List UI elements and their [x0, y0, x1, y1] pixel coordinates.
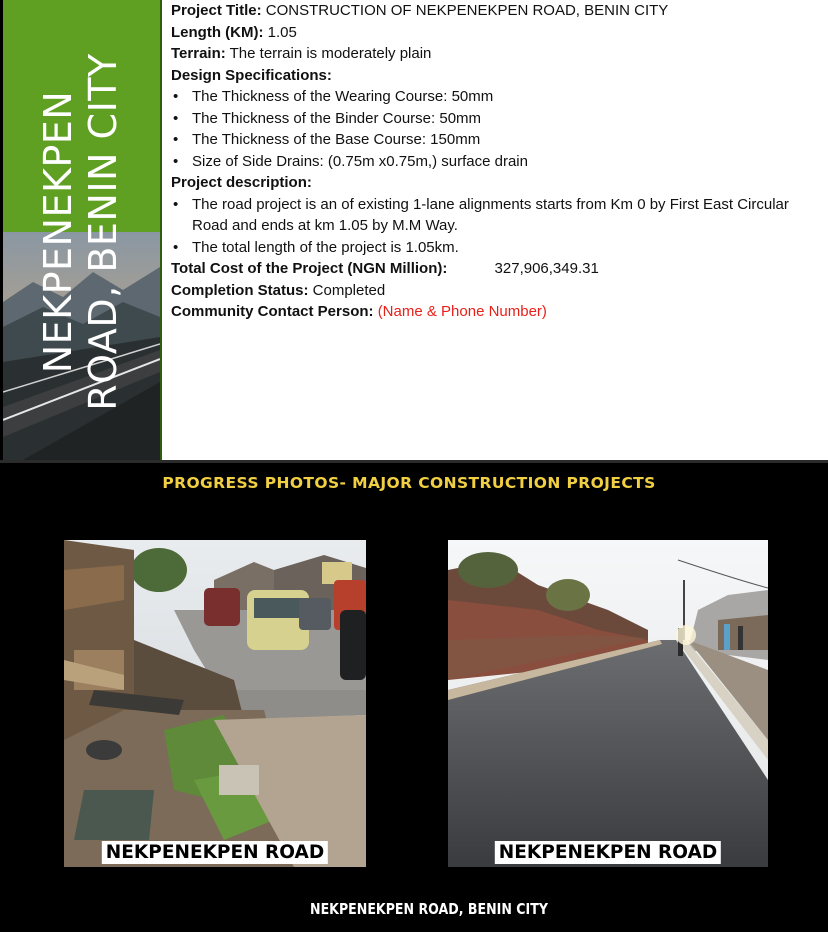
photo-after-construction — [448, 540, 768, 867]
length-row — [171, 22, 811, 44]
list-item: • The total length of the project is 1.05km. — [171, 237, 811, 259]
photo-before-caption: NEKPENEKPEN ROAD — [102, 841, 328, 864]
total-cost-value: 327,906,349.31 — [494, 260, 599, 277]
terrain-row — [171, 43, 811, 65]
total-cost-label: Total Cost of the Project (NGN Million): — [171, 260, 448, 277]
vertical-project-title: NEKPENEKPEN ROAD, BENIN CITY — [36, 53, 125, 411]
project-title-row — [171, 0, 811, 22]
panel-edge — [160, 0, 162, 460]
photo-before-construction — [64, 540, 366, 867]
project-info — [171, 0, 811, 323]
list-item: • Size of Side Drains: (0.75m x0.75m,) surface drain — [171, 151, 811, 173]
title-panel — [3, 0, 160, 460]
completion-status-label: Completion Status: — [171, 281, 309, 299]
terrain-label: Terrain: — [171, 45, 226, 62]
design-specs-heading — [171, 65, 811, 87]
project-title-value: CONSTRUCTION OF NEKPENEKPEN ROAD, BENIN CITY — [265, 2, 669, 19]
length-value: 1.05 — [267, 23, 297, 41]
length-label: Length (KM): — [171, 23, 264, 41]
green-banner — [3, 0, 160, 232]
contact-person-row — [171, 301, 811, 323]
design-specs-list — [171, 86, 811, 172]
project-description-heading — [171, 172, 811, 194]
project-title-label: Project Title: — [171, 2, 262, 19]
list-item: • The Thickness of the Binder Course: 50mm — [171, 108, 811, 130]
completion-status-row — [171, 280, 811, 302]
list-item: • The Thickness of the Wearing Course: 50mm — [171, 86, 811, 108]
road-landscape-image — [3, 232, 160, 460]
progress-photos-heading: PROGRESS PHOTOS- MAJOR CONSTRUCTION PROJECTS — [162, 474, 656, 492]
total-cost-row — [171, 258, 811, 280]
project-description-label: Project description: — [171, 174, 312, 191]
progress-photos-slide — [0, 460, 828, 932]
list-item: • The road project is an of existing 1-lane alignments starts from Km 0 by First East Circular Road and ends at km 1.05 by M.M Way. — [171, 194, 792, 237]
list-item: • The Thickness of the Base Course: 150mm — [171, 129, 811, 151]
design-specs-label: Design Specifications: — [171, 66, 332, 84]
contact-person-label: Community Contact Person: — [171, 303, 374, 320]
slide-divider — [0, 460, 828, 463]
project-description-list — [171, 194, 811, 259]
contact-person-value: (Name & Phone Number) — [377, 303, 547, 320]
completion-status-value: Completed — [312, 281, 386, 299]
footer-title: NEKPENEKPEN ROAD, BENIN CITY — [310, 900, 548, 918]
photo-after-caption: NEKPENEKPEN ROAD — [495, 841, 721, 864]
terrain-value: The terrain is moderately plain — [229, 45, 432, 62]
project-details-slide — [0, 0, 828, 460]
